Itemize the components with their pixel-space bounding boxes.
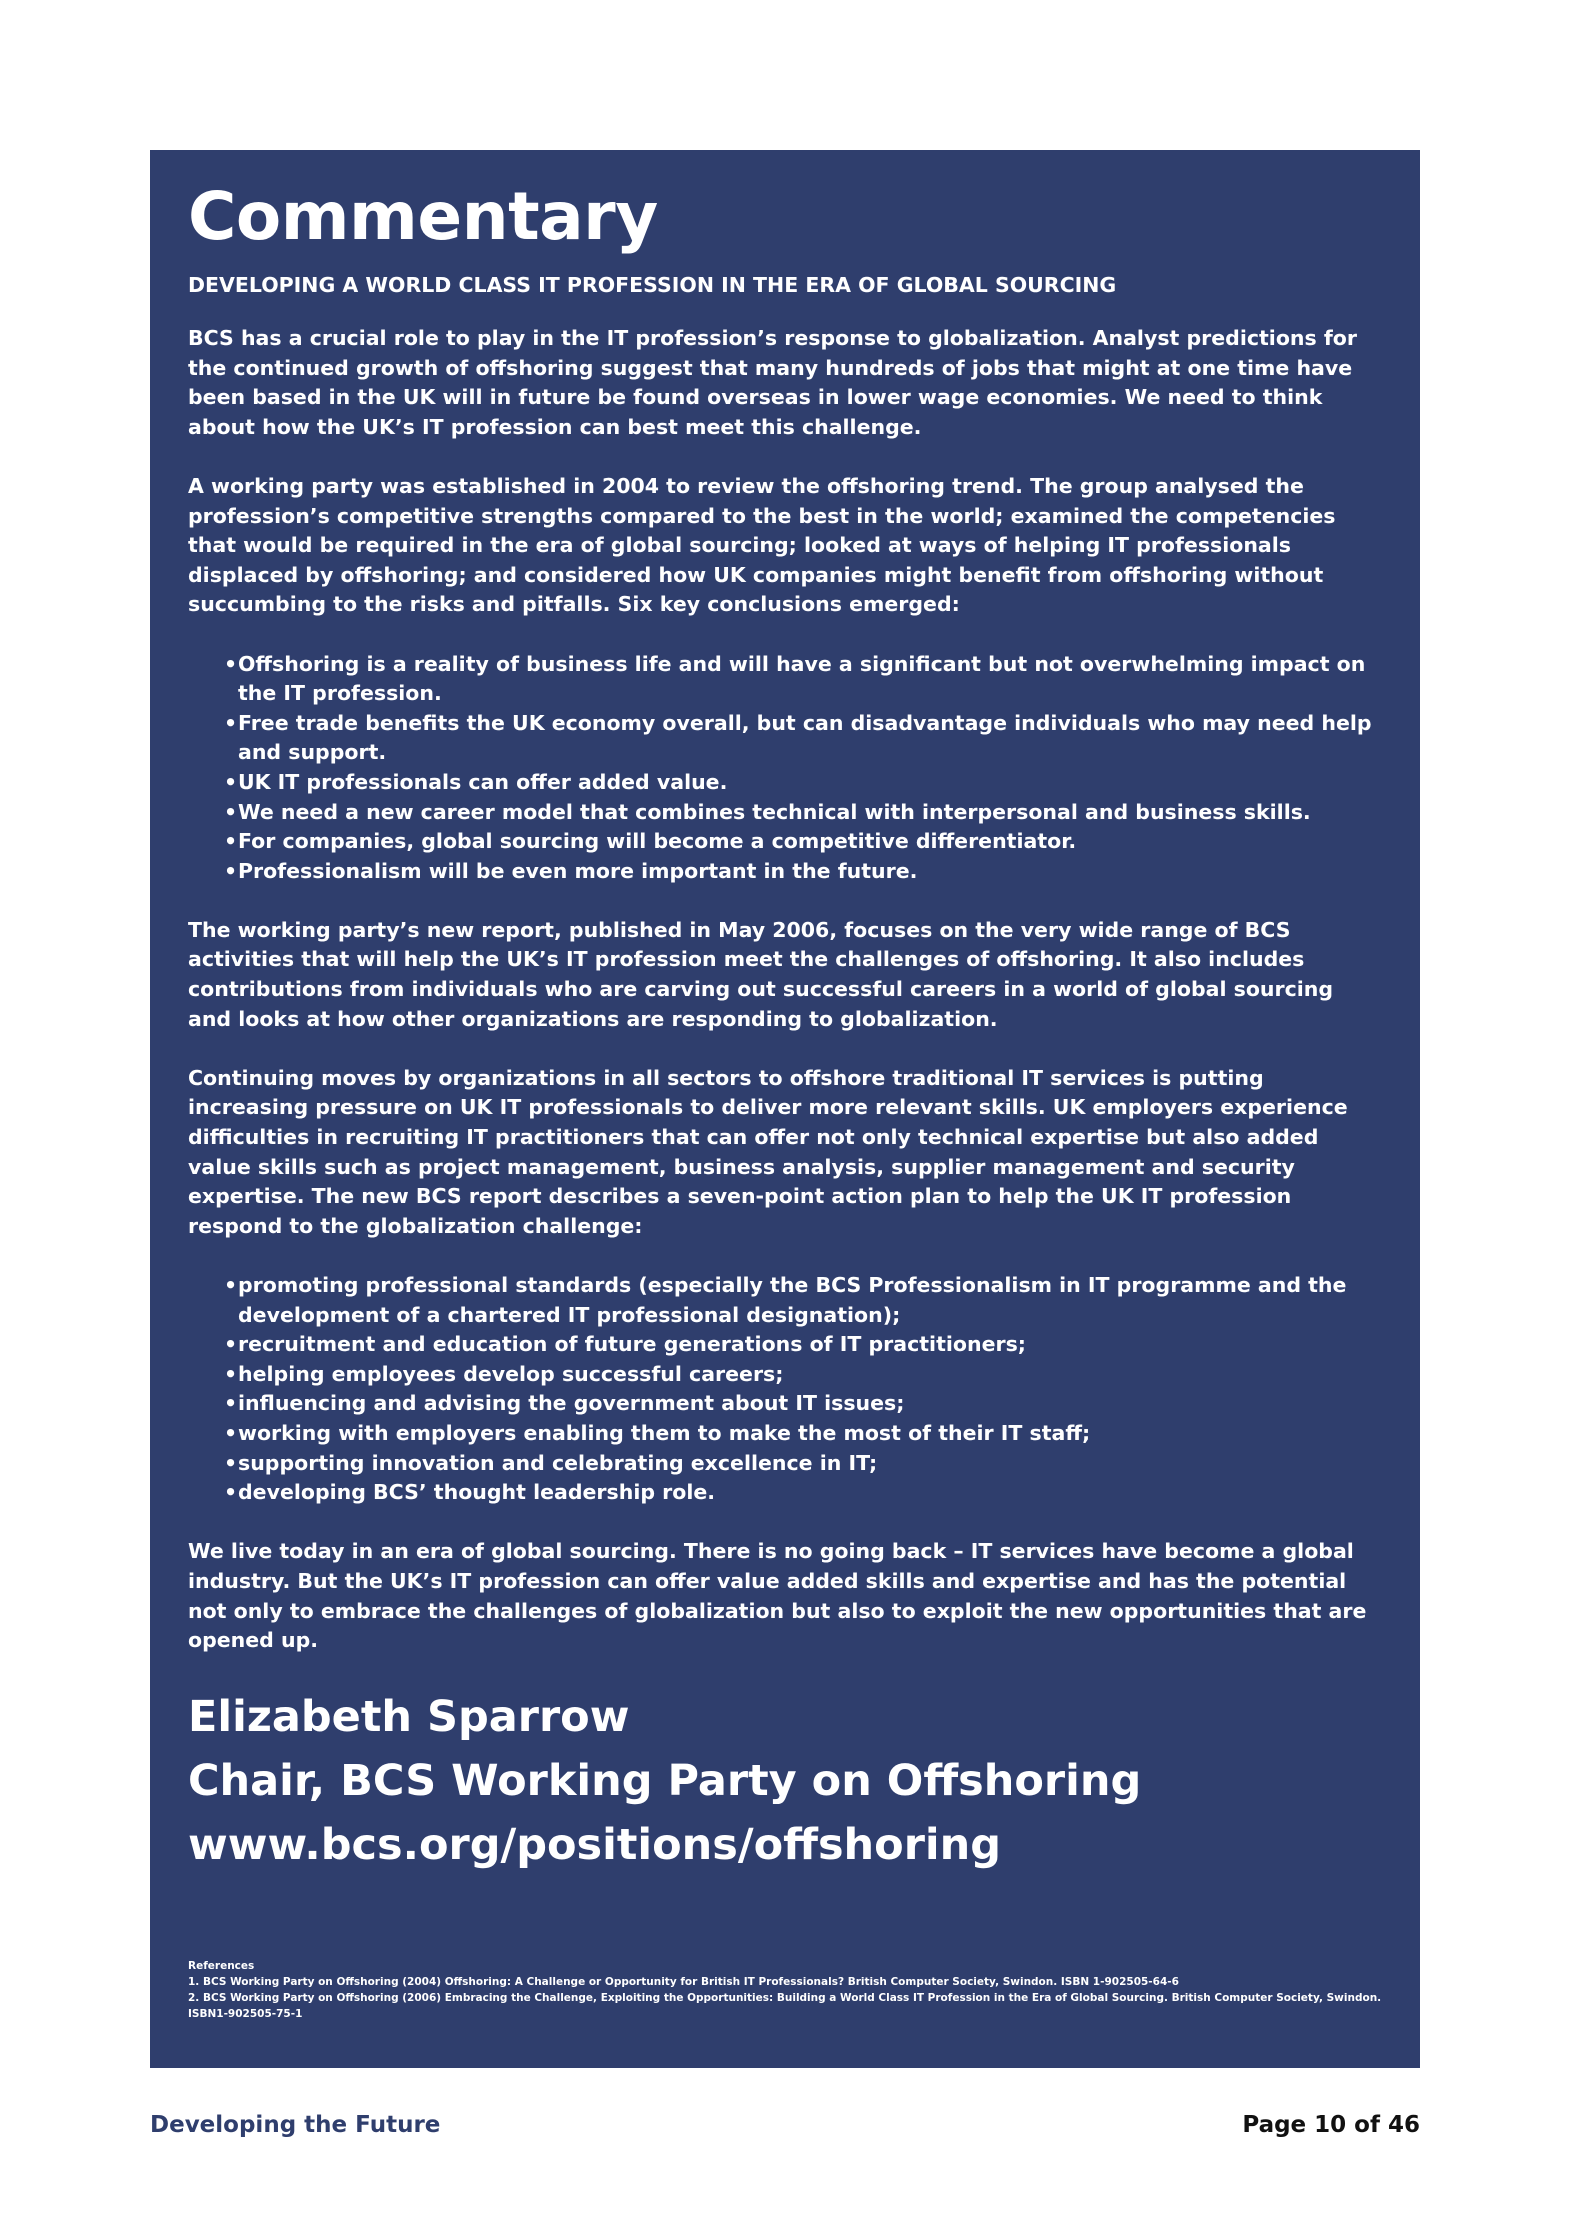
list-item: • developing BCS’ thought leadership role. <box>224 1478 1382 1508</box>
author-name: Elizabeth Sparrow <box>188 1692 630 1743</box>
references <box>188 1958 1382 2022</box>
conclusions-list <box>188 650 1382 887</box>
reference-item: 1. BCS Working Party on Offshoring (2004) Offshoring: A Challenge or Opportunity for British IT Professionals? British Computer Society, Swindon. ISBN 1-902505-64-6 <box>188 1976 1179 1988</box>
paragraph-new-report: The working party’s new report, published in May 2006, focuses on the very wide range of BCS activities that will help the UK’s IT profession meet the challenges of offshoring. It also includes contributions from individuals who are carving out successful careers in a world of global sourcing and looks at how other organizations are responding to globalization. <box>188 917 1334 1031</box>
commentary-panel <box>150 150 1420 2068</box>
page-number: Page 10 of 46 <box>1242 2112 1420 2138</box>
paragraph-intro: BCS has a crucial role to play in the IT profession’s response to globalization. Analyst predictions for the continued growth of offshoring suggest that many hundreds of jobs that might at one time have been based in the UK will in future be found overseas in lower wage economies. We need to think about how the UK’s IT profession can best meet this challenge. <box>188 326 1357 439</box>
references-title: References <box>188 1960 255 1972</box>
page-title: Commentary <box>188 178 658 255</box>
author-role: Chair, BCS Working Party on Offshoring <box>188 1756 1142 1807</box>
list-item: • Free trade benefits the UK economy overall, but can disadvantage individuals who may need help and support. <box>224 709 1382 768</box>
list-item: • recruitment and education of future generations of IT practitioners; <box>224 1330 1382 1360</box>
list-item: • promoting professional standards (especially the BCS Professionalism in IT programme and the development of a chartered IT professional designation); <box>224 1271 1382 1330</box>
list-item: • influencing and advising the government about IT issues; <box>224 1389 1382 1419</box>
list-item: • For companies, global sourcing will become a competitive differentiator. <box>224 827 1382 857</box>
list-item: • Professionalism will be even more important in the future. <box>224 857 1382 887</box>
paragraph-conclusion: We live today in an era of global sourcing. There is no going back – IT services have become a global industry. But the UK’s IT profession can offer value added skills and expertise and has the potential not only to embrace the challenges of globalization but also to exploit the new opportunities that are opened up. <box>188 1539 1367 1653</box>
paragraph-working-party: A working party was established in 2004 to review the offshoring trend. The group analysed the profession’s competitive strengths compared to the best in the world; examined the competencies that would be required in the era of global sourcing; looked at ways of helping IT professionals displaced by offshoring; and considered how UK companies might benefit from offshoring without succumbing to the risks and pitfalls. Six key conclusions emerged: <box>188 473 1336 617</box>
footer-publication-title: Developing the Future <box>150 2112 441 2138</box>
list-item: • UK IT professionals can offer added value. <box>224 768 1382 798</box>
action-plan-list <box>188 1271 1382 1508</box>
list-item: • helping employees develop successful careers; <box>224 1360 1382 1390</box>
list-item: • Offshoring is a reality of business life and will have a significant but not overwhelming impact on the IT profession. <box>224 650 1382 709</box>
section-subtitle: DEVELOPING A WORLD CLASS IT PROFESSION IN THE ERA OF GLOBAL SOURCING <box>188 273 1117 297</box>
paragraph-pressure: Continuing moves by organizations in all sectors to offshore traditional IT services is putting increasing pressure on UK IT professionals to deliver more relevant skills. UK employers experience difficulties in recruiting IT practitioners that can offer not only technical expertise but also added value skills such as project management, business analysis, supplier management and security expertise. The new BCS report describes a seven-point action plan to help the UK IT profession respond to the globalization challenge: <box>188 1065 1348 1238</box>
author-url[interactable]: www.bcs.org/positions/offshoring <box>188 1820 1002 1871</box>
list-item: • We need a new career model that combines technical with interpersonal and business skills. <box>224 798 1382 828</box>
signature-block <box>188 1685 1382 1877</box>
reference-item: 2. BCS Working Party on Offshoring (2006) Embracing the Challenge, Exploiting the Opportunities: Building a World Class IT Profession in the Era of Global Sourcing. British Computer Society, Swindon. ISBN1-902505-75-1 <box>188 1992 1382 2020</box>
list-item: • supporting innovation and celebrating excellence in IT; <box>224 1449 1382 1479</box>
list-item: • working with employers enabling them to make the most of their IT staff; <box>224 1419 1382 1449</box>
